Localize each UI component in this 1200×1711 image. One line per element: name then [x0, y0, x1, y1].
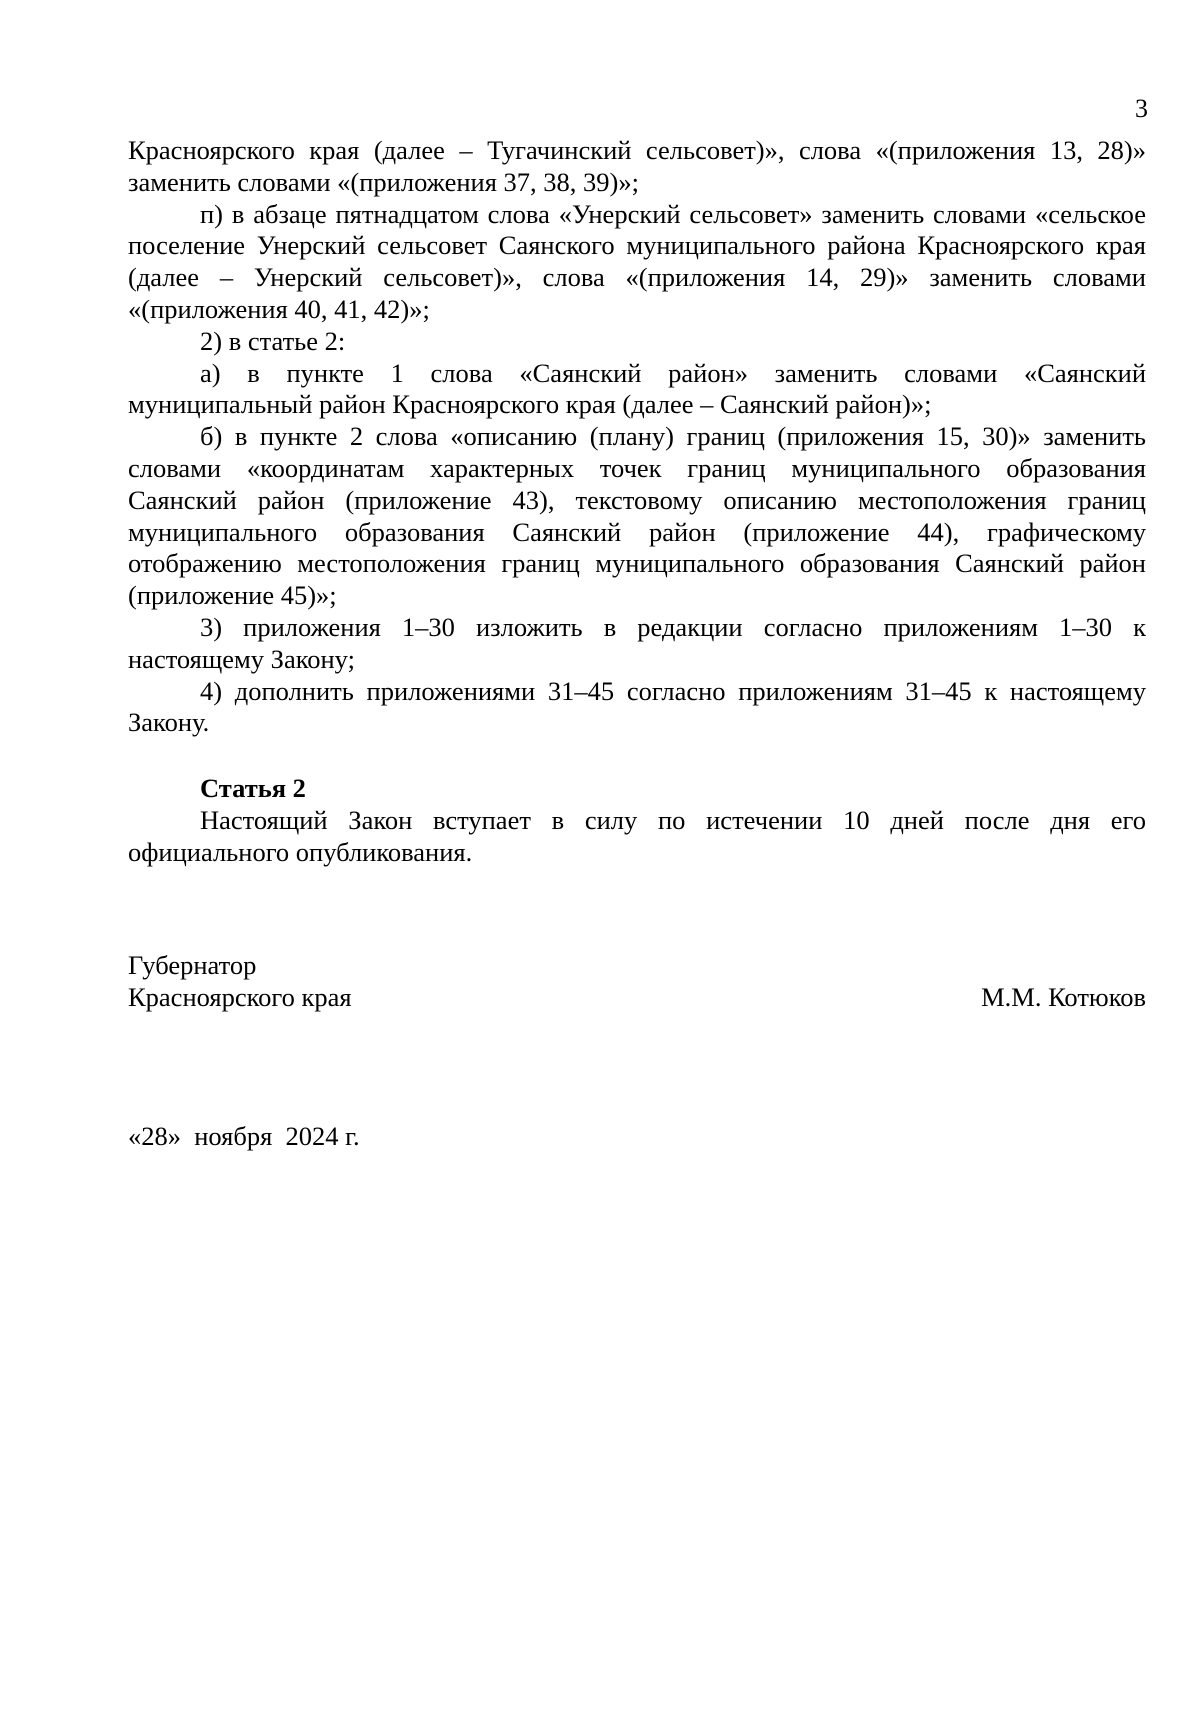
paragraph-item-2b: б) в пункте 2 слова «описанию (плану) границ (приложения 15, 30)» заменить словами «координатам характерных точек границ муниципального образования Саянский район (приложение 43), текстовому описанию местоположения границ муниципального образования Саянский район (приложение 44), графическому отображению местоположения границ муниципального образования Саянский район (приложение 45)»; [128, 421, 1146, 611]
page-number: 3 [1135, 94, 1148, 123]
signature-block [128, 950, 1146, 1014]
paragraph-item-2: 2) в статье 2: [200, 325, 346, 356]
paragraph-continuation: Красноярского края (далее – Тугачинский сельсовет)», слова «(приложения 13, 28)» заменить словами «(приложения 37, 38, 39)»; [128, 135, 1146, 197]
article-heading: Статья 2 [200, 773, 306, 804]
signatory-position-line2: Красноярского края [128, 981, 352, 1012]
signatory-name: М.М. Котюков [981, 981, 1146, 1012]
paragraph-item-p: п) в абзаце пятнадцатом слова «Унерский сельсовет» заменить словами «сельское поселение Унерский сельсовет Саянского муниципального района Красноярского края (далее – Унерский сельсовет)», слова «(приложения 14, 29)» заменить словами «(приложения 40, 41, 42)»; [128, 198, 1146, 324]
document-date: «28» ноября 2024 г. [128, 1121, 360, 1151]
document-body [128, 135, 1146, 869]
signature-row [128, 982, 1146, 1014]
article-text: Настоящий Закон вступает в силу по истечении 10 дней после дня его официального опубликования. [128, 804, 1146, 867]
paragraph-item-4: 4) дополнить приложениями 31–45 согласно приложениям 31–45 к настоящему Закону. [128, 675, 1146, 738]
signatory-position-line1: Губернатор [128, 950, 257, 980]
paragraph-item-3: 3) приложения 1–30 изложить в редакции согласно приложениям 1–30 к настоящему Закону; [128, 611, 1146, 674]
paragraph-item-2a: а) в пункте 1 слова «Саянский район» заменить словами «Саянский муниципальный район Красноярского края (далее – Саянский район)»; [128, 357, 1146, 420]
